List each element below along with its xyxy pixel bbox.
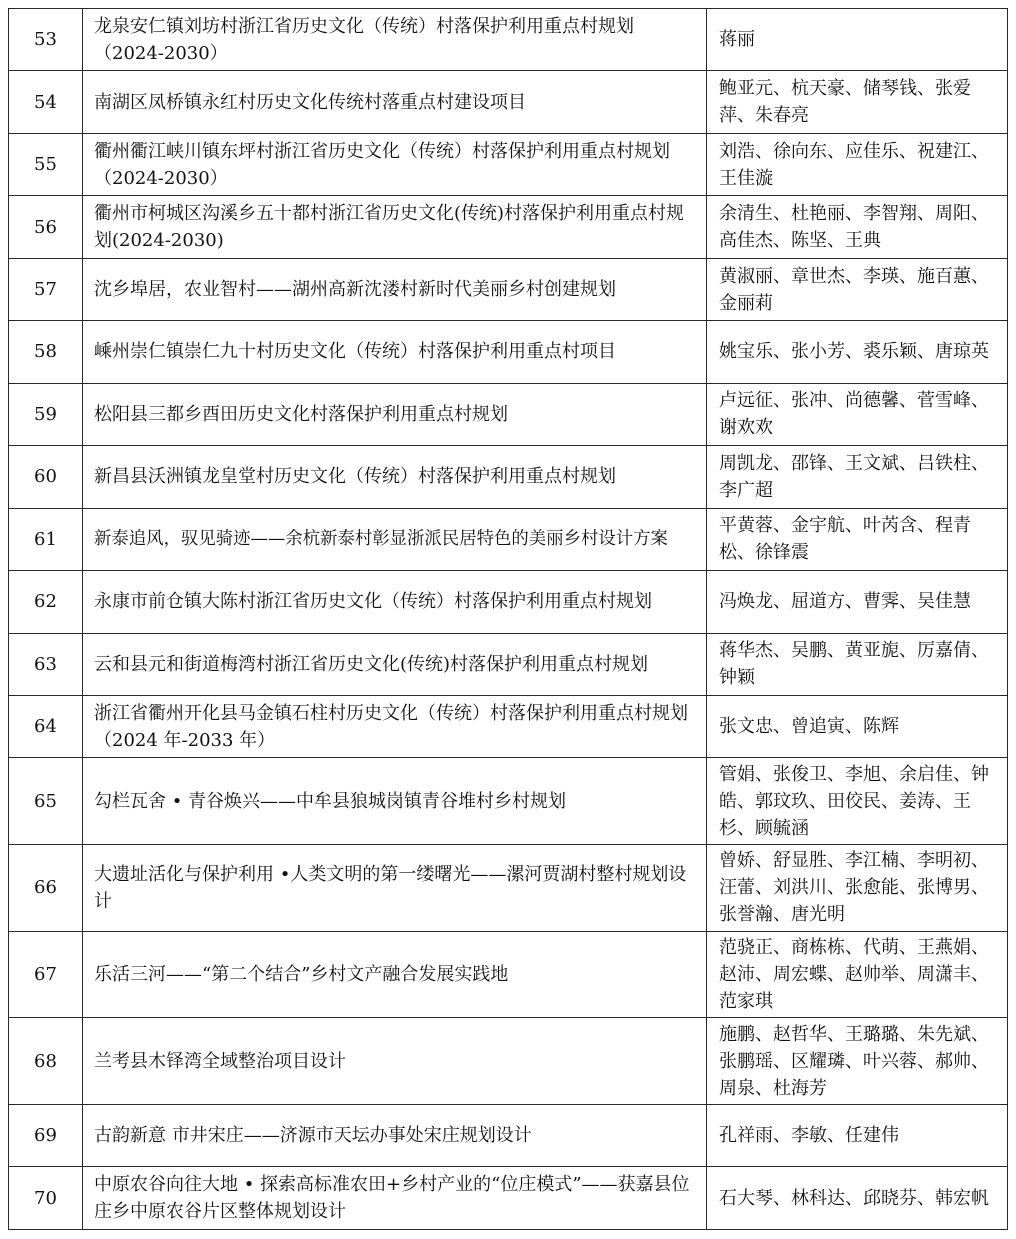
award-list-table — [8, 8, 1008, 1230]
team-members: 蒋华杰、吴鹏、黄亚旎、厉嘉倩、钟颖 — [707, 633, 1008, 695]
row-number: 61 — [9, 508, 83, 570]
project-title: 乐活三河——“第二个结合”乡村文产融合发展实践地 — [83, 931, 707, 1018]
team-members: 冯焕龙、屈道方、曹霁、吴佳慧 — [707, 571, 1008, 633]
project-title: 南湖区凤桥镇永红村历史文化传统村落重点村建设项目 — [83, 71, 707, 133]
row-number: 69 — [9, 1104, 83, 1166]
row-number: 55 — [9, 133, 83, 195]
row-number: 70 — [9, 1167, 83, 1230]
row-number: 57 — [9, 258, 83, 320]
team-members: 鲍亚元、杭天豪、储琴钱、张爱萍、朱春亮 — [707, 71, 1008, 133]
project-title: 云和县元和街道梅湾村浙江省历史文化(传统)村落保护利用重点村规划 — [83, 633, 707, 695]
table-row — [9, 321, 1008, 383]
table-row — [9, 258, 1008, 320]
team-members: 蒋丽 — [707, 9, 1008, 71]
team-members: 姚宝乐、张小芳、裘乐颖、唐琼英 — [707, 321, 1008, 383]
row-number: 66 — [9, 845, 83, 932]
row-number: 58 — [9, 321, 83, 383]
team-members: 曾娇、舒显胜、李江楠、李明初、汪蕾、刘洪川、张愈能、张博男、张誉瀚、唐光明 — [707, 845, 1008, 932]
project-title: 松阳县三都乡酉田历史文化村落保护利用重点村规划 — [83, 383, 707, 445]
team-members: 施鹏、赵哲华、王璐璐、朱先斌、张鹏瑶、区耀璘、叶兴蓉、郝帅、周泉、杜海芳 — [707, 1018, 1008, 1105]
team-members: 张文忠、曾追寅、陈辉 — [707, 695, 1008, 757]
table-row — [9, 1167, 1008, 1230]
team-members: 平黄蓉、金宇航、叶芮含、程青松、徐锋震 — [707, 508, 1008, 570]
row-number: 63 — [9, 633, 83, 695]
project-title: 浙江省衢州开化县马金镇石柱村历史文化（传统）村落保护利用重点村规划（2024 年-2033 年） — [83, 695, 707, 757]
team-members: 余清生、杜艳丽、李智翔、周阳、高佳杰、陈坚、王典 — [707, 196, 1008, 258]
project-title: 勾栏瓦舍 • 青谷焕兴——中牟县狼城岗镇青谷堆村乡村规划 — [83, 758, 707, 845]
table-row — [9, 633, 1008, 695]
table-row — [9, 695, 1008, 757]
row-number: 65 — [9, 758, 83, 845]
team-members: 范骁正、商栋栋、代萌、王燕娟、赵沛、周宏蝶、赵帅举、周潇丰、范家琪 — [707, 931, 1008, 1018]
row-number: 68 — [9, 1018, 83, 1105]
project-title: 龙泉安仁镇刘坊村浙江省历史文化（传统）村落保护利用重点村规划（2024-2030） — [83, 9, 707, 71]
project-title: 中原农谷向往大地 • 探索高标准农田+乡村产业的“位庄模式”——获嘉县位庄乡中原农谷片区整体规划设计 — [83, 1167, 707, 1230]
table-row — [9, 1018, 1008, 1105]
project-title: 兰考县木铎湾全域整治项目设计 — [83, 1018, 707, 1105]
table-row — [9, 931, 1008, 1018]
team-members: 石大琴、林科达、邱晓芬、韩宏帆 — [707, 1167, 1008, 1230]
table-row — [9, 133, 1008, 195]
table-row — [9, 9, 1008, 71]
project-title: 衢州衢江峡川镇东坪村浙江省历史文化（传统）村落保护利用重点村规划（2024-2030） — [83, 133, 707, 195]
table-row — [9, 508, 1008, 570]
table-row — [9, 758, 1008, 845]
project-title: 衢州市柯城区沟溪乡五十都村浙江省历史文化(传统)村落保护利用重点村规划(2024-2030) — [83, 196, 707, 258]
table-row — [9, 71, 1008, 133]
row-number: 67 — [9, 931, 83, 1018]
table-row — [9, 446, 1008, 508]
project-title: 新昌县沃洲镇龙皇堂村历史文化（传统）村落保护利用重点村规划 — [83, 446, 707, 508]
team-members: 孔祥雨、李敏、任建伟 — [707, 1104, 1008, 1166]
team-members: 卢远征、张冲、尚德馨、菅雪峰、谢欢欢 — [707, 383, 1008, 445]
project-title: 永康市前仓镇大陈村浙江省历史文化（传统）村落保护利用重点村规划 — [83, 571, 707, 633]
team-members: 刘浩、徐向东、应佳乐、祝建江、王佳漩 — [707, 133, 1008, 195]
project-title: 新泰追风，驭见骑迹——余杭新泰村彰显浙派民居特色的美丽乡村设计方案 — [83, 508, 707, 570]
row-number: 64 — [9, 695, 83, 757]
row-number: 53 — [9, 9, 83, 71]
project-title: 古韵新意 市井宋庄——济源市天坛办事处宋庄规划设计 — [83, 1104, 707, 1166]
project-title: 嵊州崇仁镇崇仁九十村历史文化（传统）村落保护利用重点村项目 — [83, 321, 707, 383]
project-title: 大遗址活化与保护利用 •人类文明的第一缕曙光——漯河贾湖村整村规划设计 — [83, 845, 707, 932]
team-members: 黄淑丽、章世杰、李瑛、施百蕙、金丽莉 — [707, 258, 1008, 320]
row-number: 56 — [9, 196, 83, 258]
project-title: 沈乡埠居，农业智村——湖州高新沈溇村新时代美丽乡村创建规划 — [83, 258, 707, 320]
table-row — [9, 1104, 1008, 1166]
row-number: 54 — [9, 71, 83, 133]
row-number: 59 — [9, 383, 83, 445]
row-number: 62 — [9, 571, 83, 633]
team-members: 周凯龙、邵锋、王文斌、吕铁柱、李广超 — [707, 446, 1008, 508]
table-row — [9, 196, 1008, 258]
table-row — [9, 571, 1008, 633]
table-row — [9, 383, 1008, 445]
team-members: 管娟、张俊卫、李旭、余启佳、钟皓、郭玟玖、田佼民、姜涛、王杉、顾毓涵 — [707, 758, 1008, 845]
table-row — [9, 845, 1008, 932]
row-number: 60 — [9, 446, 83, 508]
